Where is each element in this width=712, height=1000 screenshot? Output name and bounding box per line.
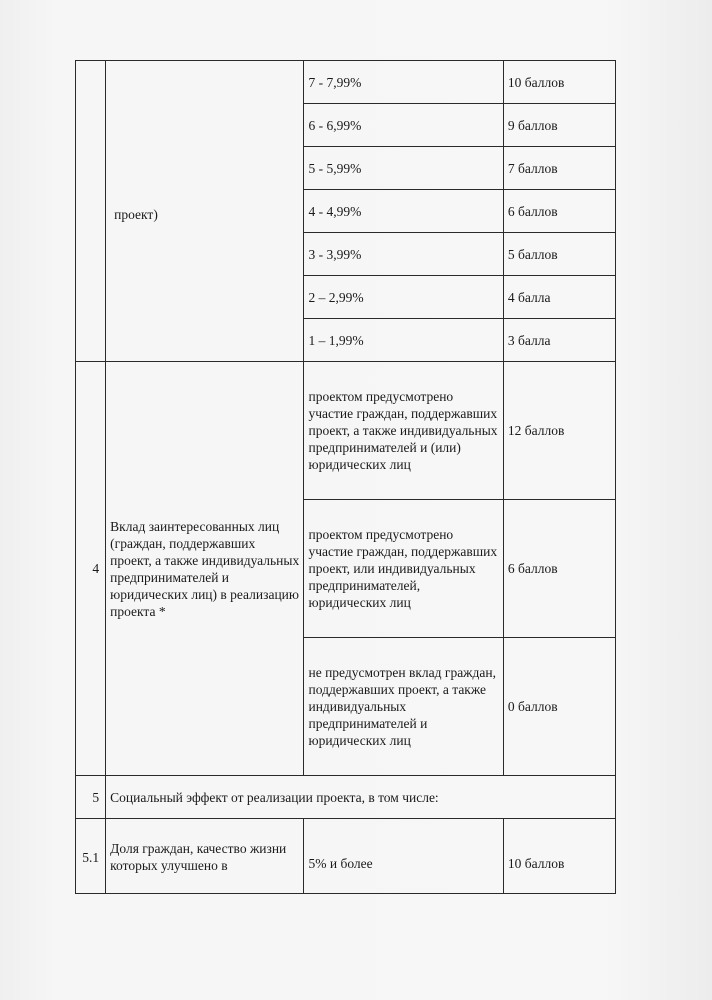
table-row [76, 819, 616, 894]
range-cell: 6 - 6,99% [304, 104, 503, 147]
score-cell: 7 баллов [503, 147, 615, 190]
score-cell: 6 баллов [503, 500, 615, 638]
score-cell: 12 баллов [503, 362, 615, 500]
option-cell: 5% и более [304, 819, 503, 894]
score-cell: 9 баллов [503, 104, 615, 147]
criteria-table [75, 60, 616, 894]
criterion-name-cell: Доля граждан, качество жизни которых улучшено в [106, 819, 304, 894]
score-cell: 6 баллов [503, 190, 615, 233]
option-cell: проектом предусмотрено участие граждан, поддержавших проект, а также индивидуальных предпринимателей и (или) юридических лиц [304, 362, 503, 500]
table-row [76, 61, 616, 104]
score-cell: 4 балла [503, 276, 615, 319]
table-row [76, 362, 616, 500]
section-heading-cell: Социальный эффект от реализации проекта, в том числе: [106, 776, 616, 819]
range-cell: 5 - 5,99% [304, 147, 503, 190]
row-number-cell: 5 [76, 776, 106, 819]
score-cell: 10 баллов [503, 819, 615, 894]
range-cell: 1 – 1,99% [304, 319, 503, 362]
range-cell: 2 – 2,99% [304, 276, 503, 319]
range-cell: 7 - 7,99% [304, 61, 503, 104]
criterion-name-fragment: проект) [114, 206, 158, 222]
option-cell: проектом предусмотрено участие граждан, поддержавших проект, или индивидуальных предпринимателей, юридических лиц [304, 500, 503, 638]
row-number-cell [76, 61, 106, 362]
range-cell: 3 - 3,99% [304, 233, 503, 276]
score-cell: 3 балла [503, 319, 615, 362]
score-cell: 10 баллов [503, 61, 615, 104]
score-cell: 0 баллов [503, 638, 615, 776]
row-number-cell: 5.1 [76, 819, 106, 894]
row-number-cell: 4 [76, 362, 106, 776]
table-row [76, 776, 616, 819]
range-cell: 4 - 4,99% [304, 190, 503, 233]
score-cell: 5 баллов [503, 233, 615, 276]
criterion-name-cell [106, 61, 304, 362]
criterion-name-cell: Вклад заинтересованных лиц (граждан, поддержавших проект, а также индивидуальных предпринимателей и юридических лиц) в реализацию проекта * [106, 362, 304, 776]
option-cell: не предусмотрен вклад граждан, поддержавших проект, а также индивидуальных предпринимателей и юридических лиц [304, 638, 503, 776]
